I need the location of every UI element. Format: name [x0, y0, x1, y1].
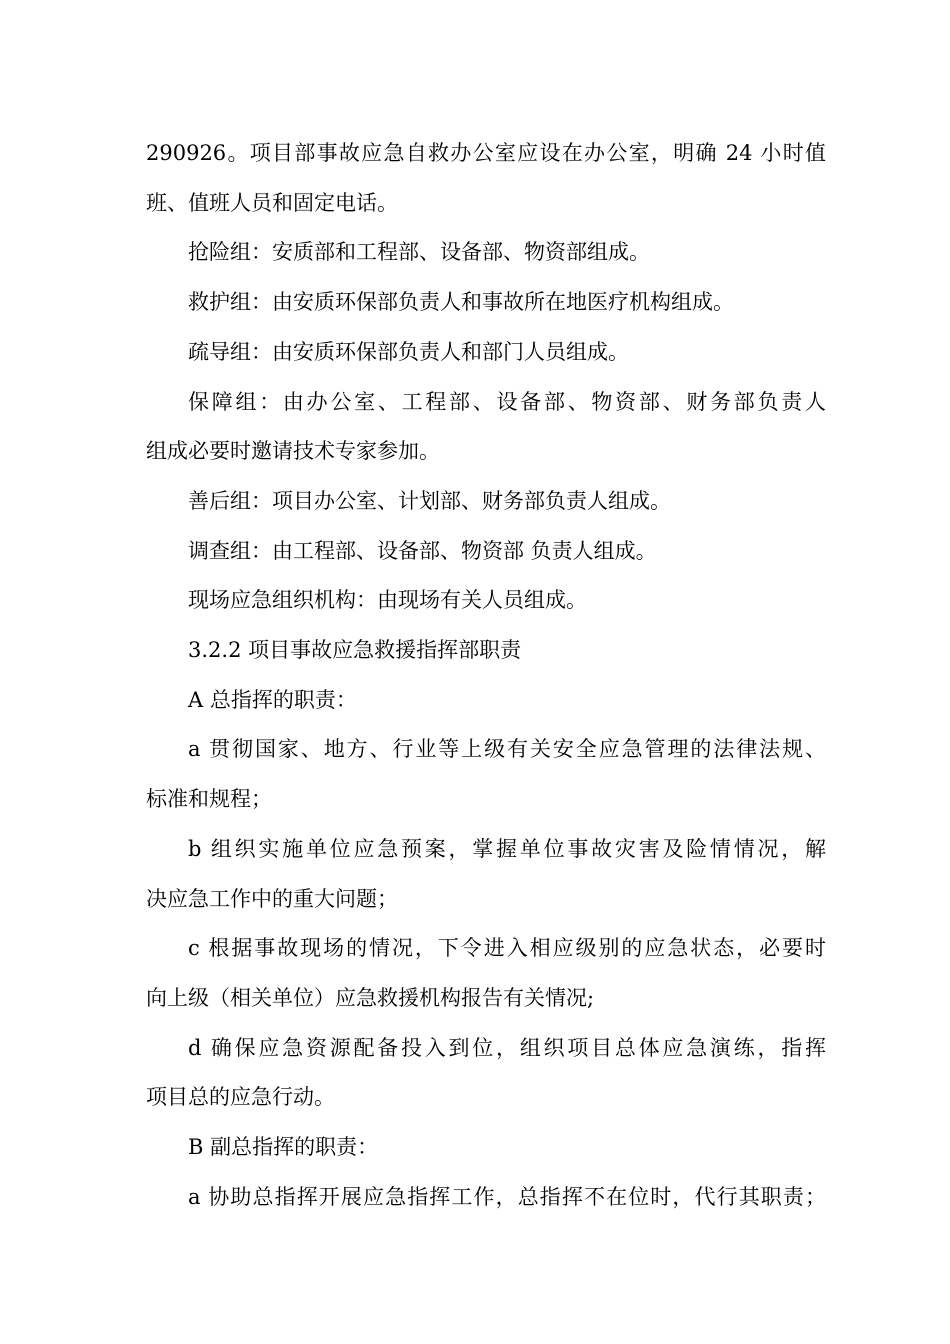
text-line: 向上级（相关单位）应急救援机构报告有关情况; [146, 985, 595, 1010]
text-line: 组成必要时邀请技术专家参加。 [146, 439, 440, 464]
text-line: a 贯彻国家、地方、行业等上级有关安全应急管理的法律法规、 [188, 737, 826, 762]
subsection-heading: A 总指挥的职责： [188, 687, 357, 712]
text-line: 调查组：由工程部、设备部、物资部 负责人组成。 [188, 538, 657, 563]
text-line: d 确保应急资源配备投入到位，组织项目总体应急演练，指挥 [188, 1035, 826, 1060]
text-line: 290926。项目部事故应急自救办公室应设在办公室，明确 24 小时值 [146, 141, 826, 165]
text-line: 救护组：由安质环保部负责人和事故所在地医疗机构组成。 [188, 290, 734, 315]
subsection-heading: B 副总指挥的职责： [188, 1135, 379, 1160]
text-line: c 根据事故现场的情况，下令进入相应级别的应急状态，必要时 [188, 936, 826, 961]
text-line: a 协助总指挥开展应急指挥工作，总指挥不在位时，代行其职责； [188, 1184, 826, 1209]
text-line: 现场应急组织机构：由现场有关人员组成。 [188, 588, 587, 613]
text-line: 疏导组：由安质环保部负责人和部门人员组成。 [188, 339, 629, 364]
document-body [146, 129, 826, 1222]
text-line: 标准和规程； [146, 787, 272, 812]
text-line: 保障组：由办公室、工程部、设备部、物资部、财务部负责人 [188, 389, 826, 414]
text-line: 决应急工作中的重大问题； [146, 886, 398, 911]
text-line: 项目总的应急行动。 [146, 1085, 335, 1110]
text-line: 抢险组：安质部和工程部、设备部、物资部组成。 [188, 240, 650, 265]
text-line: b 组织实施单位应急预案，掌握单位事故灾害及险情情况，解 [188, 836, 826, 861]
text-line: 善后组：项目办公室、计划部、财务部负责人组成。 [188, 488, 671, 513]
text-line: 班、值班人员和固定电话。 [146, 190, 398, 215]
section-heading: 3.2.2 项目事故应急救援指挥部职责 [188, 638, 522, 663]
